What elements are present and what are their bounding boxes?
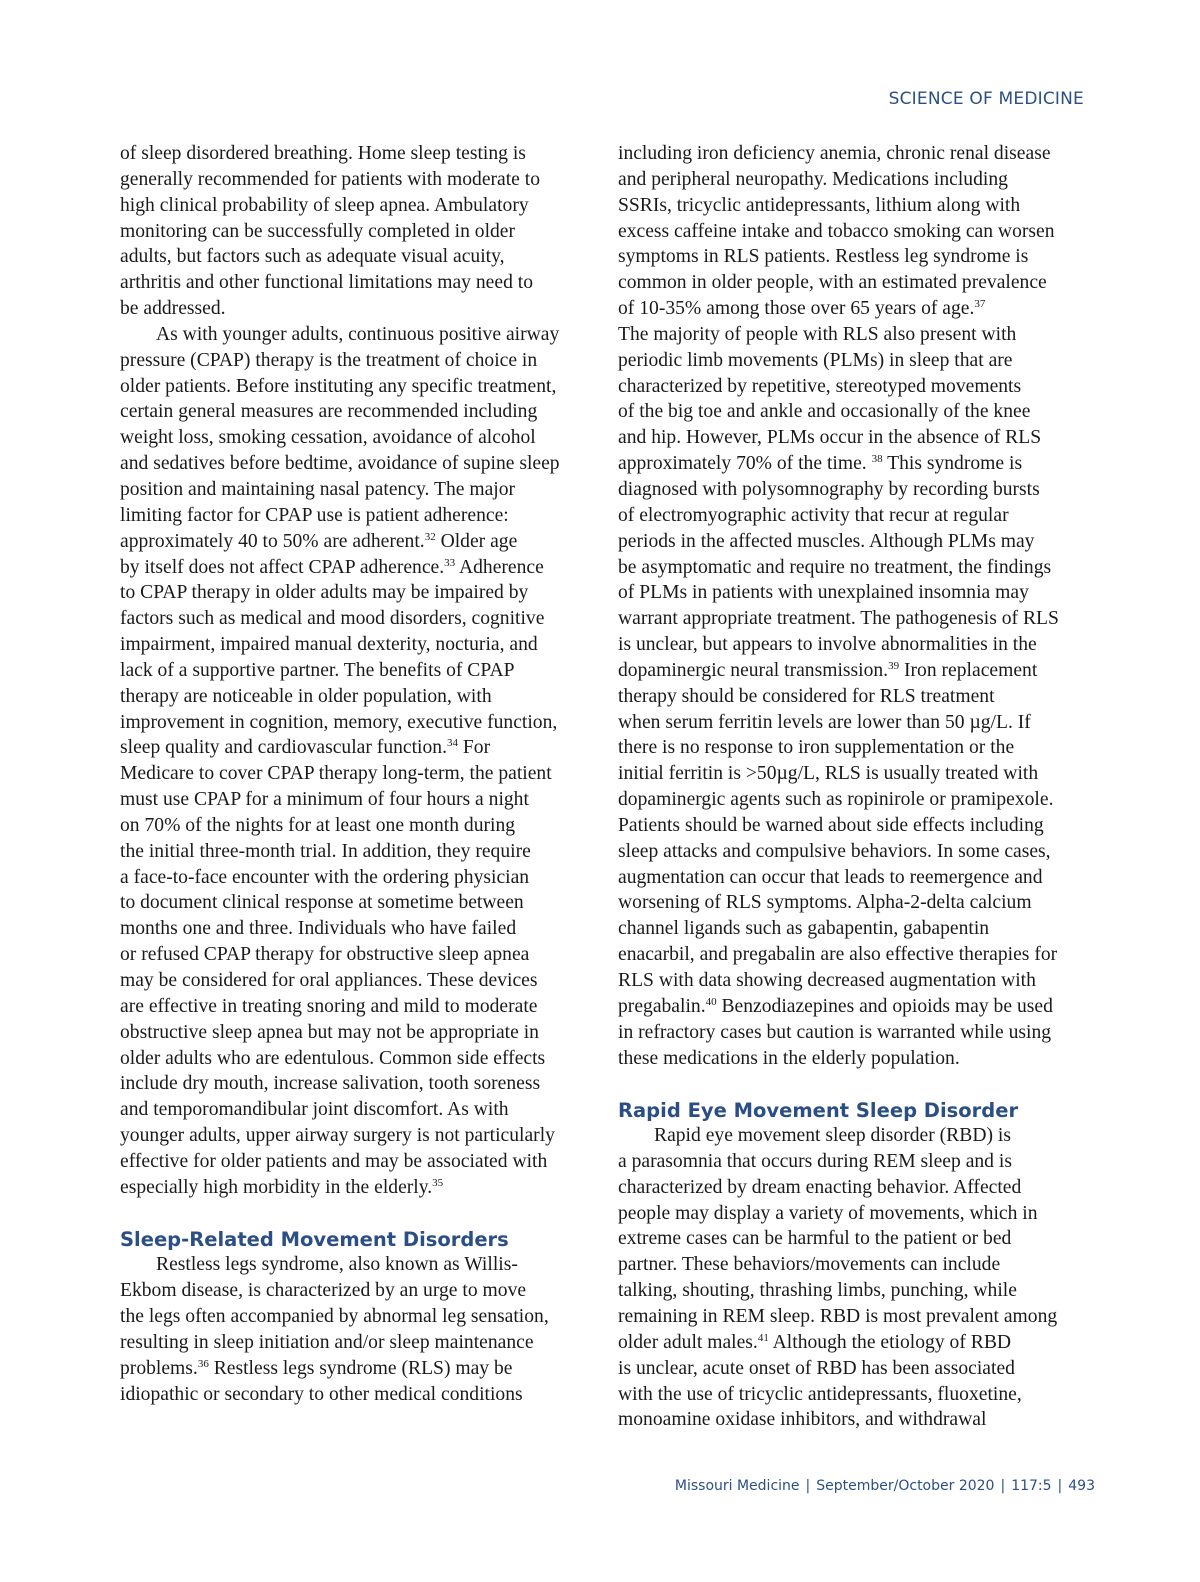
text-line: Patients should be warned about side effects including — [618, 814, 1044, 836]
footer-separator: | — [1057, 1478, 1063, 1494]
text-line: in refractory cases but caution is warranted while using — [618, 1021, 1052, 1043]
page-footer — [675, 1478, 1095, 1494]
text-line: months one and three. Individuals who have failed — [120, 918, 517, 940]
text-line: high clinical probability of sleep apnea. Ambulatory — [120, 194, 529, 216]
text-line: and sedatives before bedtime, avoidance of supine sleep — [120, 453, 560, 475]
text-line: RLS with data showing decreased augmentation with — [618, 970, 1036, 991]
text-line: sleep quality and cardiovascular function.$^{34}$ For — [120, 737, 491, 759]
text-line: Restless legs syndrome, also known as Willis- — [156, 1254, 518, 1276]
text-line: and hip. However, PLMs occur in the absence of RLS — [618, 427, 1042, 449]
text-line: monoamine oxidase inhibitors, and withdrawal — [618, 1409, 987, 1431]
text-line: these medications in the elderly population. — [618, 1047, 960, 1069]
text-line: obstructive sleep apnea but may not be appropriate in — [120, 1021, 539, 1043]
text-line: with the use of tricyclic antidepressants, fluoxetine, — [618, 1383, 1022, 1405]
text-line: talking, shouting, thrashing limbs, punching, while — [618, 1280, 1017, 1302]
text-line: of electromyographic activity that recur at regular — [618, 504, 1009, 526]
text-line: to CPAP therapy in older adults may be impaired by — [120, 582, 529, 604]
text-line: enacarbil, and pregabalin are also effective therapies for — [618, 944, 1058, 966]
text-line: and temporomandibular joint discomfort. As with — [120, 1099, 509, 1121]
citation-34: 34 — [447, 737, 458, 750]
text-line: excess caffeine intake and tobacco smoking can worsen — [618, 220, 1055, 242]
right-column — [618, 141, 1092, 1433]
citation-40: 40 — [705, 995, 717, 1008]
text-line: sleep attacks and compulsive behaviors. In some cases, — [618, 840, 1051, 862]
text-line: extreme cases can be harmful to the patient or bed — [618, 1228, 1012, 1250]
text-line: resulting in sleep initiation and/or sleep maintenance — [120, 1331, 534, 1353]
citation-37: 37 — [974, 298, 986, 311]
text-line: certain general measures are recommended including — [120, 401, 538, 423]
text-line: a face-to-face encounter with the ordering physician — [120, 866, 530, 888]
text-line: warrant appropriate treatment. The pathogenesis of RLS — [618, 608, 1059, 630]
text-line: must use CPAP for a minimum of four hours a night — [120, 789, 529, 811]
text-line: factors such as medical and mood disorders, cognitive — [120, 608, 545, 630]
volume-number: 117:5 — [1011, 1478, 1052, 1494]
text-line: of the big toe and ankle and occasionally of the knee — [618, 401, 1031, 423]
page-number: 493 — [1068, 1478, 1095, 1494]
text-line: is unclear, acute onset of RBD has been associated — [618, 1357, 1015, 1379]
text-line: when serum ferritin levels are lower than 50 µg/L. If — [618, 711, 1031, 733]
text-line: initial ferritin is >50µg/L, RLS is usually treated with — [618, 763, 1039, 785]
text-line: Medicare to cover CPAP therapy long-term, the patient — [120, 763, 552, 785]
text-line: SSRIs, tricyclic antidepressants, lithium along with — [618, 194, 1021, 216]
citation-39: 39 — [888, 659, 900, 672]
text-line: Rapid eye movement sleep disorder (RBD) is — [654, 1125, 1011, 1147]
text-line: Ekbom disease, is characterized by an urge to move — [120, 1280, 527, 1302]
text-line: arthritis and other functional limitations may need to — [120, 272, 533, 294]
text-line: improvement in cognition, memory, executive function, — [120, 711, 558, 733]
text-line: adults, but factors such as adequate visual acuity, — [120, 246, 505, 268]
text-line: of 10-35% among those over 65 years of age.$^{37}$ — [618, 298, 986, 320]
text-line: people may display a variety of movements, which in — [618, 1202, 1038, 1224]
citation-35: 35 — [432, 1176, 444, 1189]
text-line: the legs often accompanied by abnormal leg sensation, — [120, 1305, 549, 1327]
text-line: is unclear, but appears to involve abnormalities in the — [618, 634, 1037, 656]
text-line: periodic limb movements (PLMs) in sleep that are — [618, 349, 1013, 371]
text-line: and peripheral neuropathy. Medications including — [618, 168, 1008, 190]
text-line: effective for older patients and may be associated with — [120, 1150, 548, 1172]
text-line: on 70% of the nights for at least one month during — [120, 814, 516, 836]
text-line: characterized by dream enacting behavior. Affected — [618, 1176, 1022, 1198]
text-line: As with younger adults, continuous positive airway — [156, 323, 560, 345]
text-line: approximately 70% of the time. $^{38}$ This syndrome is — [618, 453, 1023, 475]
text-line: there is no response to iron supplementation or the — [618, 737, 1015, 759]
text-line: to document clinical response at sometime between — [120, 892, 524, 914]
text-line: older adults who are edentulous. Common side effects — [120, 1047, 546, 1069]
text-line: generally recommended for patients with moderate to — [120, 168, 541, 190]
running-head: SCIENCE OF MEDICINE — [888, 89, 1084, 109]
text-line: by itself does not affect CPAP adherence.$^{33}$ Adherence — [120, 556, 544, 578]
text-line: be addressed. — [120, 298, 226, 320]
text-line: may be considered for oral appliances. These devices — [120, 970, 538, 991]
text-line: channel ligands such as gabapentin, gabapentin — [618, 918, 990, 940]
text-line: dopaminergic agents such as ropinirole or pramipexole. — [618, 789, 1054, 811]
paragraph-gap — [618, 1071, 1092, 1097]
text-line: or refused CPAP therapy for obstructive sleep apnea — [120, 944, 530, 966]
text-line: of PLMs in patients with unexplained insomnia may — [618, 582, 1029, 604]
text-line: symptoms in RLS patients. Restless leg syndrome is — [618, 246, 1029, 268]
text-line: worsening of RLS symptoms. Alpha-2-delta calcium — [618, 892, 1032, 914]
text-line: problems.$^{36}$ Restless legs syndrome (RLS) may be — [120, 1357, 513, 1379]
text-line: The majority of people with RLS also present with — [618, 323, 1017, 345]
issue-date: September/October 2020 — [816, 1478, 995, 1494]
text-line: be asymptomatic and require no treatment, the findings — [618, 556, 1052, 578]
citation-41: 41 — [757, 1331, 769, 1344]
citation-38: 38 — [871, 453, 883, 466]
text-line: pressure (CPAP) therapy is the treatment of choice in — [120, 349, 538, 371]
text-line: augmentation can occur that leads to reemergence and — [618, 866, 1043, 888]
text-line: dopaminergic neural transmission.$^{39}$ Iron replacement — [618, 659, 1038, 681]
text-line: limiting factor for CPAP use is patient adherence: — [120, 504, 509, 526]
text-line: diagnosed with polysomnography by recording bursts — [618, 478, 1040, 500]
text-line: idiopathic or secondary to other medical conditions — [120, 1383, 523, 1405]
journal-name: Missouri Medicine — [674, 1478, 800, 1494]
citation-32: 32 — [424, 530, 436, 543]
section-heading-movement-disorders: Sleep-Related Movement Disorders — [120, 1228, 509, 1252]
text-line: are effective in treating snoring and mild to moderate — [120, 995, 538, 1017]
citation-33: 33 — [444, 556, 456, 569]
text-line: include dry mouth, increase salivation, tooth soreness — [120, 1073, 541, 1095]
left-column — [120, 141, 594, 1407]
text-line: weight loss, smoking cessation, avoidance of alcohol — [120, 427, 536, 449]
text-line: including iron deficiency anemia, chronic renal disease — [618, 143, 1051, 164]
text-line: pregabalin.$^{40}$ Benzodiazepines and opioids may be used — [618, 995, 1053, 1017]
text-line: of sleep disordered breathing. Home sleep testing is — [120, 143, 526, 164]
text-line: the initial three-month trial. In addition, they require — [120, 840, 531, 862]
footer-separator: | — [805, 1478, 811, 1494]
text-line: impairment, impaired manual dexterity, nocturia, and — [120, 634, 538, 656]
text-line: younger adults, upper airway surgery is not particularly — [120, 1125, 555, 1147]
text-line: remaining in REM sleep. RBD is most prevalent among — [618, 1305, 1058, 1327]
text-line: partner. These behaviors/movements can include — [618, 1254, 1001, 1276]
text-line: lack of a supportive partner. The benefits of CPAP — [120, 659, 515, 681]
text-line: older patients. Before instituting any specific treatment, — [120, 375, 557, 397]
text-line: a parasomnia that occurs during REM sleep and is — [618, 1150, 1012, 1172]
text-line: monitoring can be successfully completed in older — [120, 220, 516, 242]
paragraph-gap — [120, 1201, 594, 1227]
text-line: older adult males.$^{41}$ Although the etiology of RBD — [618, 1331, 1012, 1353]
footer-separator: | — [1000, 1478, 1006, 1494]
text-line: periods in the affected muscles. Although PLMs may — [618, 530, 1035, 552]
text-line: therapy should be considered for RLS treatment — [618, 685, 995, 707]
text-line: especially high morbidity in the elderly.$^{35}$ — [120, 1176, 444, 1198]
text-line: position and maintaining nasal patency. The major — [120, 478, 516, 500]
text-line: common in older people, with an estimated prevalence — [618, 272, 1047, 294]
citation-36: 36 — [197, 1357, 209, 1370]
text-line: approximately 40 to 50% are adherent.$^{32}$ Older age — [120, 530, 518, 552]
section-heading-rem-sleep-disorder: Rapid Eye Movement Sleep Disorder — [618, 1099, 1019, 1123]
text-line: therapy are noticeable in older population, with — [120, 685, 492, 707]
text-line: characterized by repetitive, stereotyped movements — [618, 375, 1022, 397]
